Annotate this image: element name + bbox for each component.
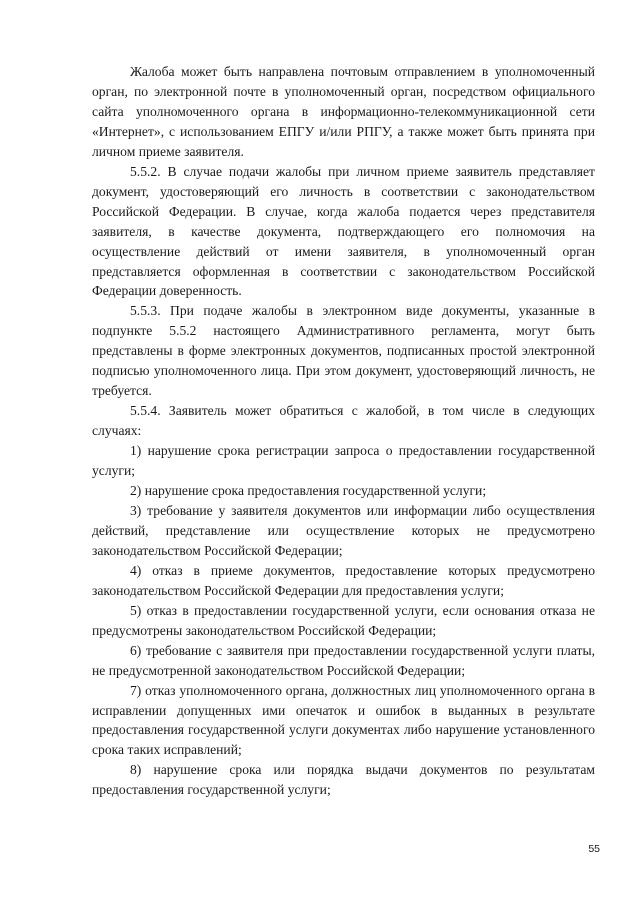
- paragraph-complaint-channels: Жалоба может быть направлена почтовым отправлением в уполномоченный орган, по электронной почте в уполномоченный орган, посредством официального сайта уполномоченного органа в информационно-телекоммуникационной сети «Интернет», с использованием ЕПГУ и/или РПГУ, а также может быть принята при личном приеме заявителя.: [92, 64, 595, 159]
- paragraph-5-5-4: 5.5.4. Заявитель может обратиться с жалобой, в том числе в следующих случаях:: [92, 403, 595, 439]
- paragraph-5-5-3: 5.5.3. При подаче жалобы в электронном виде документы, указанные в подпункте 5.5.2 настоящего Административного регламента, могут быть представлены в форме электронных документов, подписанных простой электронной подписью уполномоченного лица. При этом документ, удостоверяющий личность, не требуется.: [92, 303, 595, 399]
- paragraph-5-5-2: 5.5.2. В случае подачи жалобы при личном приеме заявитель представляет документ, удостоверяющий его личность в соответствии с законодательством Российской Федерации. В случае, когда жалоба подается через представителя заявителя, в качестве документа, подтверждающего его полномочия на осуществление действий от имени заявителя, в уполномоченный орган представляется оформленная в соответствии с законодательством Российской Федерации доверенность.: [92, 163, 595, 299]
- list-item-3: 3) требование у заявителя документов или информации либо осуществления действий, представление или осуществление которых не предусмотрено законодательством Российской Федерации;: [92, 502, 595, 558]
- list-item-7: 7) отказ уполномоченного органа, должностных лиц уполномоченного органа в исправлении допущенных ими опечаток и ошибок в выданных в результате предоставления государственной услуги документах либо нарушение установленного срока таких исправлений;: [92, 682, 595, 758]
- list-item-4: 4) отказ в приеме документов, предоставление которых предусмотрено законодательством Российской Федерации для предоставления услуги;: [92, 562, 595, 598]
- list-item-1: 1) нарушение срока регистрации запроса о предоставлении государственной услуги;: [92, 443, 595, 479]
- list-item-2: 2) нарушение срока предоставления государственной услуги;: [130, 483, 487, 499]
- list-item-8: 8) нарушение срока или порядка выдачи документов по результатам предоставления государственной услуги;: [92, 762, 595, 798]
- page-number: 55: [588, 843, 600, 855]
- list-item-6: 6) требование с заявителя при предоставлении государственной услуги платы, не предусмотренной законодательством Российской Федерации;: [92, 642, 595, 678]
- list-item-5: 5) отказ в предоставлении государственной услуги, если основания отказа не предусмотрены законодательством Российской Федерации;: [92, 602, 595, 638]
- document-body: [92, 62, 595, 800]
